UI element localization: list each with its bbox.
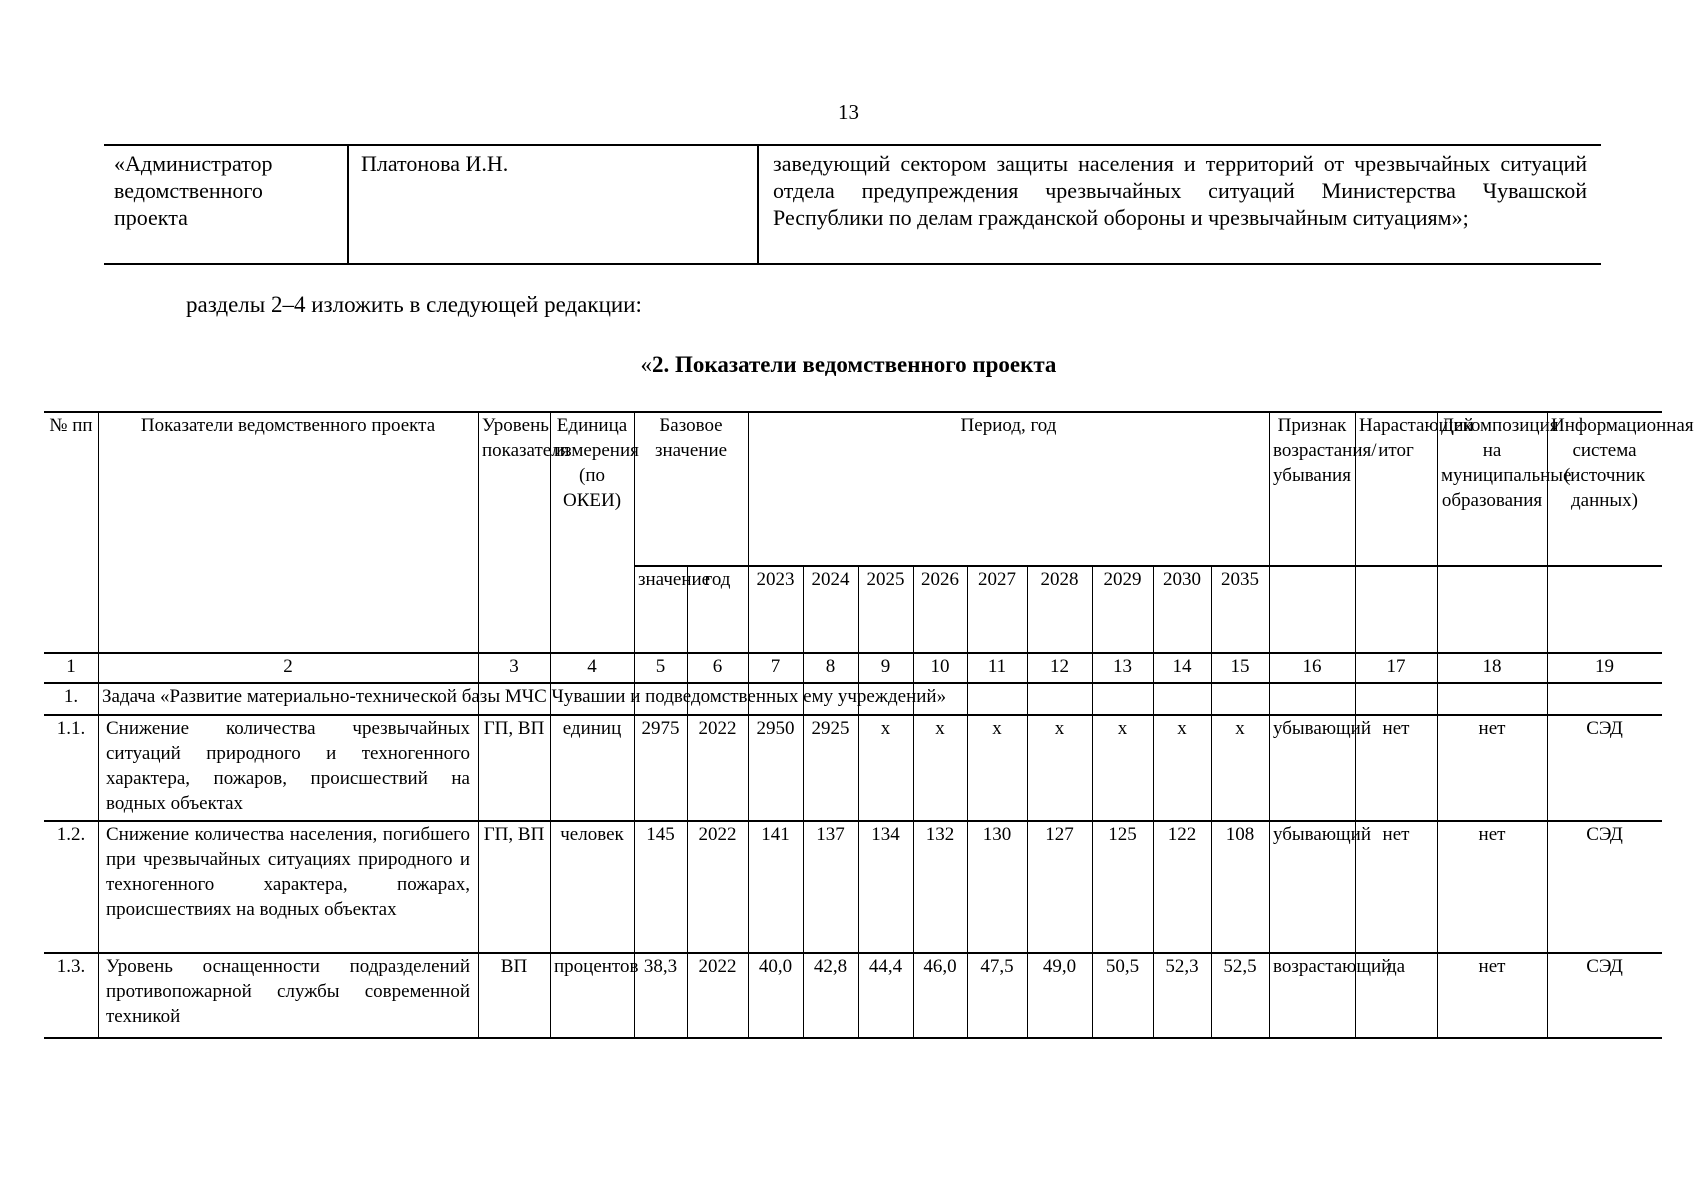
table-rule — [44, 714, 1662, 716]
decomposition: нет — [1478, 824, 1506, 845]
header-unit: Единица измерения (по ОКЕИ) — [554, 415, 639, 511]
period-value: х — [1235, 718, 1245, 739]
subheader-year: год — [704, 569, 731, 590]
table-rule — [1211, 566, 1212, 1038]
period-value: 52,5 — [1223, 956, 1257, 977]
base-value: 2975 — [641, 718, 680, 739]
table-rule — [1355, 412, 1356, 1038]
indicator-name: Снижение количества чрезвычайных ситуаций природного и техногенного характера, пожаров, происшествий на водных объектах — [106, 718, 470, 814]
period-value: х — [1177, 718, 1187, 739]
header-sign: Признак возрастания/ убывания — [1273, 415, 1377, 486]
table-rule — [1027, 566, 1028, 1038]
period-value: 2950 — [756, 718, 795, 739]
period-value: 137 — [816, 824, 845, 845]
subheader-value: значение — [638, 569, 711, 590]
period-value: х — [1054, 718, 1065, 739]
header-decomposition: Декомпозиция на муниципальные образования — [1441, 415, 1572, 511]
header-info-system: Информационная система (источник данных) — [1551, 415, 1694, 511]
section-title — [0, 352, 1697, 378]
header-indicator: Показатели ведомственного проекта — [140, 415, 436, 436]
indicator-level: ГП, ВП — [483, 718, 545, 739]
period-value: 2925 — [811, 718, 850, 739]
table-rule — [803, 566, 804, 1038]
table-rule — [1269, 412, 1270, 1038]
table-rule — [967, 566, 968, 1038]
table-rule — [1437, 412, 1438, 1038]
table-rule — [44, 820, 1662, 822]
period-value: х — [1117, 718, 1128, 739]
header-num: № пп — [49, 415, 93, 436]
period-value: 46,0 — [923, 956, 957, 977]
table-rule — [44, 1037, 1662, 1039]
info-system: СЭД — [1586, 956, 1623, 977]
period-value: 47,5 — [980, 956, 1014, 977]
column-number: 11 — [987, 656, 1007, 677]
base-year: 2022 — [698, 824, 737, 845]
period-value: 108 — [1225, 824, 1255, 845]
base-value: 38,3 — [643, 956, 678, 977]
period-value: х — [935, 718, 945, 739]
cumulative-total: да — [1386, 956, 1406, 977]
trend-sign: убывающий — [1273, 824, 1371, 845]
period-value: 130 — [982, 824, 1012, 845]
row-num: 1.3. — [56, 956, 86, 977]
row-num: 1.2. — [56, 824, 86, 845]
column-number: 1 — [66, 656, 76, 677]
period-value: х — [880, 718, 891, 739]
period-value: 134 — [871, 824, 900, 845]
indicators-table — [44, 412, 1694, 1038]
column-number: 14 — [1172, 656, 1192, 677]
subheader-year-2029: 2029 — [1103, 569, 1142, 590]
task-text: Задача «Развитие материально-технической базы МЧС Чувашии и подведомственных ему учреждений» — [102, 686, 947, 707]
table-rule — [1153, 566, 1154, 1038]
trend-sign: убывающий — [1273, 718, 1371, 739]
period-value: 125 — [1108, 824, 1137, 845]
column-number: 17 — [1386, 656, 1406, 677]
cumulative-total: нет — [1382, 824, 1410, 845]
header-base-value: Базовое значение — [654, 415, 728, 461]
subheader-year-2023: 2023 — [756, 569, 795, 590]
column-number: 10 — [930, 656, 950, 677]
table-rule — [634, 565, 1662, 567]
column-number: 8 — [825, 656, 836, 677]
indicator-unit: человек — [560, 824, 624, 845]
table-rule — [913, 566, 914, 1038]
period-value: 44,4 — [868, 956, 903, 977]
cumulative-total: нет — [1382, 718, 1410, 739]
subheader-year-2024: 2024 — [811, 569, 850, 590]
period-value: х — [992, 718, 1002, 739]
period-value: 49,0 — [1042, 956, 1077, 977]
period-value: 132 — [925, 824, 955, 845]
indicator-level: ГП, ВП — [483, 824, 545, 845]
administrator-table — [104, 144, 1601, 265]
table-rule — [687, 566, 688, 1038]
column-number: 2 — [283, 656, 293, 677]
period-value: 127 — [1045, 824, 1074, 845]
intro-paragraph: разделы 2–4 изложить в следующей редакции: — [186, 292, 642, 317]
section-title-text: 2. Показатели ведомственного проекта — [652, 352, 1057, 377]
table-rule — [858, 566, 859, 1038]
period-value: 50,5 — [1105, 956, 1140, 977]
table-rule — [44, 411, 1662, 413]
table-rule — [550, 412, 551, 1038]
subheader-year-2030: 2030 — [1163, 569, 1201, 590]
section-title-quote: « — [640, 352, 653, 377]
period-value: 122 — [1167, 824, 1197, 845]
indicator-unit: процентов — [554, 956, 639, 977]
column-number: 4 — [587, 656, 597, 677]
column-number: 5 — [655, 656, 666, 677]
administrator-position-cell: заведующий сектором защиты населения и территорий от чрезвычайных ситуаций отдела предупреждения чрезвычайных ситуаций Министерства Чувашской Республики по делам гражданской обороны и чрезвычайным ситуациям»; — [757, 146, 1601, 263]
table-rule — [98, 412, 99, 1038]
subheader-year-2025: 2025 — [866, 569, 905, 590]
column-number: 6 — [712, 656, 723, 677]
indicator-name: Уровень оснащенности подразделений противопожарной службы современной техникой — [106, 956, 470, 1027]
period-value: 42,8 — [813, 956, 848, 977]
base-year: 2022 — [698, 718, 737, 739]
column-number: 15 — [1230, 656, 1250, 677]
period-value: 52,3 — [1165, 956, 1199, 977]
header-cumulative: Нарастающий итог — [1359, 415, 1474, 461]
table-rule — [44, 682, 1662, 684]
info-system: СЭД — [1586, 718, 1623, 739]
table-rule — [748, 412, 749, 1038]
table-rule — [44, 652, 1662, 654]
indicator-unit: единиц — [562, 718, 622, 739]
table-rule — [1092, 566, 1093, 1038]
header-level: Уровень показателя — [482, 415, 570, 461]
indicator-level: ВП — [500, 956, 528, 977]
subheader-year-2026: 2026 — [921, 569, 959, 590]
period-value: 141 — [761, 824, 790, 845]
column-number: 16 — [1302, 656, 1322, 677]
task-num: 1. — [63, 686, 79, 707]
table-rule — [44, 952, 1662, 954]
subheader-year-2027: 2027 — [978, 569, 1016, 590]
column-number: 9 — [880, 656, 891, 677]
page-number: 13 — [838, 100, 859, 124]
row-num: 1.1. — [56, 718, 86, 739]
subheader-year-2028: 2028 — [1040, 569, 1079, 590]
trend-sign: возрастающий — [1273, 956, 1392, 977]
column-number: 18 — [1482, 656, 1502, 677]
base-value: 145 — [646, 824, 675, 845]
indicator-name: Снижение количества населения, погибшего при чрезвычайных ситуациях природного и техногенного характера, пожарах, происшествиях на водных объектах — [106, 824, 470, 920]
column-number: 19 — [1595, 656, 1614, 677]
column-number: 3 — [509, 656, 519, 677]
subheader-year-2035: 2035 — [1221, 569, 1259, 590]
column-number: 13 — [1113, 656, 1132, 677]
decomposition: нет — [1478, 956, 1506, 977]
table-rule — [634, 412, 635, 1038]
info-system: СЭД — [1586, 824, 1623, 845]
header-period: Период, год — [960, 415, 1057, 436]
base-year: 2022 — [698, 956, 737, 977]
administrator-name-cell: Платонова И.Н. — [347, 146, 757, 263]
administrator-role-cell: «Администратор ведомственного проекта — [114, 151, 273, 230]
decomposition: нет — [1478, 718, 1506, 739]
table-rule — [478, 412, 479, 1038]
column-number: 7 — [770, 656, 781, 677]
column-number: 12 — [1050, 656, 1069, 677]
period-value: 40,0 — [758, 956, 793, 977]
table-rule — [1547, 412, 1548, 1038]
